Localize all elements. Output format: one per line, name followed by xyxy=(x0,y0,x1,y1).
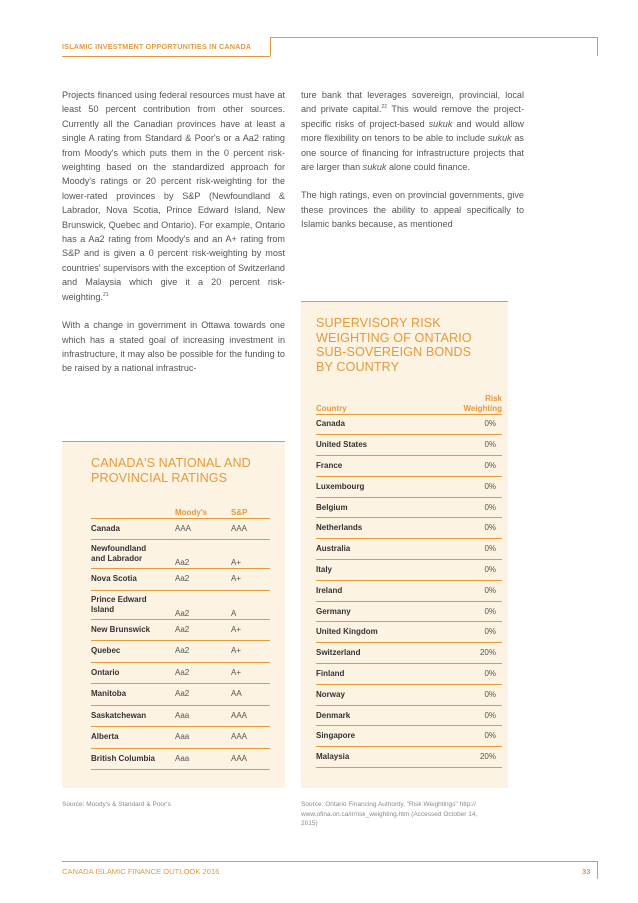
footnote-ref: 22 xyxy=(381,104,388,111)
table-row xyxy=(316,497,502,518)
country-name: Ireland xyxy=(316,580,431,601)
country-name: Netherlands xyxy=(316,518,431,539)
source-line: 2015) xyxy=(301,820,318,827)
risk-weight: 0% xyxy=(431,497,502,518)
province-name xyxy=(91,705,175,727)
province-name-line: Alberta xyxy=(91,732,119,742)
table-row xyxy=(316,476,502,497)
table-row xyxy=(316,518,502,539)
moodys-rating: Aa2 xyxy=(175,569,231,591)
risk-weight: 0% xyxy=(431,684,502,705)
table-row xyxy=(316,539,502,560)
country-name: Finland xyxy=(316,664,431,685)
table-row xyxy=(91,748,270,770)
province-name-line: Manitoba xyxy=(91,689,127,699)
title-line: CANADA'S NATIONAL AND xyxy=(91,456,251,470)
province-name xyxy=(91,590,175,619)
italic-term: sukuk xyxy=(362,162,387,173)
province-name xyxy=(91,662,175,684)
table-row xyxy=(91,619,270,641)
header-rule xyxy=(270,37,597,38)
sp-rating: A+ xyxy=(231,662,270,684)
risk-weight: 0% xyxy=(431,518,502,539)
province-name-line: British Columbia xyxy=(91,753,156,763)
province-name xyxy=(91,619,175,641)
footer-publication: CANADA ISLAMIC FINANCE OUTLOOK 2016 xyxy=(62,867,220,876)
sp-rating: A+ xyxy=(231,619,270,641)
table-row xyxy=(316,435,502,456)
title-line: SUB-SOVEREIGN BONDS xyxy=(316,345,472,359)
header-line: Risk xyxy=(485,393,502,403)
paragraph-text: as one source of financing for infrastructure projects that are larger than xyxy=(301,133,524,173)
header-rule-right xyxy=(597,37,598,56)
risk-weight: 0% xyxy=(431,435,502,456)
moodys-rating: Aa2 xyxy=(175,684,231,706)
table-row xyxy=(316,414,502,435)
risk-weight: 0% xyxy=(431,560,502,581)
risk-weight: 0% xyxy=(431,726,502,747)
country-name: Denmark xyxy=(316,705,431,726)
country-name: Belgium xyxy=(316,497,431,518)
body-column-right xyxy=(301,88,524,246)
province-name-line: Nova Scotia xyxy=(91,574,137,584)
header-country: Country xyxy=(316,392,431,414)
paragraph: The high ratings, even on provincial governments, give these provinces the ability to appeal specifically to Islamic banks because, as mentioned xyxy=(301,190,524,230)
province-name xyxy=(91,684,175,706)
paragraph-text: Projects financed using federal resources must have at least 50 percent contribution from other sources. Currently all the Canadian provinces have at least a single A rating from Standard & Poor's or a Aa2 rating from Moody's which puts them in the 0 percent risk-weighting based on the standardized approach for Moody's ratings or 20 percent risk-weighting for the lower-rated provinces by S&P (Newfoundland & Labrador, Nova Scotia, Prince Edward Island, New Brunswick, Quebec and Ontario). For example, Ontario has a Aa2 rating from Moody's and an A+ rating from S&P and is given a 0 percent risk-weighting by most countries' supervisors with the exception of Switzerland and Malaysia which give it a 20 percent risk-weighting. xyxy=(62,90,285,302)
country-name: Canada xyxy=(316,414,431,435)
table-row xyxy=(316,622,502,643)
country-name: United Kingdom xyxy=(316,622,431,643)
province-name xyxy=(91,540,175,569)
moodys-rating: Aaa xyxy=(175,748,231,770)
table-row xyxy=(91,641,270,663)
province-name-line: Saskatchewan xyxy=(91,710,147,720)
province-name-line: Quebec xyxy=(91,646,121,656)
italic-term: sukuk xyxy=(428,118,453,129)
footer-rule xyxy=(62,861,597,862)
table-row xyxy=(91,727,270,749)
header-moodys: Moody's xyxy=(175,505,231,518)
sp-rating: A+ xyxy=(231,569,270,591)
title-line: BY COUNTRY xyxy=(316,359,400,374)
table-row xyxy=(316,726,502,747)
table-row xyxy=(91,540,270,569)
province-name xyxy=(91,641,175,663)
ratings-table xyxy=(91,505,270,770)
header-sp: S&P xyxy=(231,505,270,518)
paragraph xyxy=(301,88,524,174)
footer-rule-right xyxy=(597,861,598,879)
paragraph-text: and would allow more flexibility on tenors to be able to include xyxy=(301,118,524,144)
header-line: Weighting xyxy=(463,403,502,413)
country-name: United States xyxy=(316,435,431,456)
moodys-rating: Aa2 xyxy=(175,662,231,684)
source-line: www.ofina.on.ca/ir/risk_weighting.htm (Accessed October 14, xyxy=(301,810,478,818)
table-row xyxy=(316,643,502,664)
header-risk-weighting xyxy=(431,392,502,414)
country-name: Norway xyxy=(316,684,431,705)
header-province xyxy=(91,505,175,518)
risk-weight: 0% xyxy=(431,414,502,435)
body-column-left xyxy=(62,88,285,390)
table-row xyxy=(91,705,270,727)
footnote-ref: 21 xyxy=(102,291,109,298)
province-name-line: Newfoundland xyxy=(91,544,147,553)
paragraph xyxy=(62,88,285,304)
country-name: France xyxy=(316,456,431,477)
province-name-line: Prince Edward xyxy=(91,594,147,604)
country-name: Germany xyxy=(316,601,431,622)
ratings-source: Source: Moody's & Standard & Poor's xyxy=(62,801,171,808)
header-rule-divider xyxy=(270,37,271,56)
title-line: WEIGHTING OF ONTARIO xyxy=(316,330,472,345)
table-row xyxy=(91,569,270,591)
risk-weight: 20% xyxy=(431,643,502,664)
title-line: SUPERVISORY RISK xyxy=(316,316,441,330)
country-name: Singapore xyxy=(316,726,431,747)
sp-rating: AAA xyxy=(231,705,270,727)
risk-weight: 0% xyxy=(431,601,502,622)
moodys-rating: Aaa xyxy=(175,727,231,749)
country-name: Italy xyxy=(316,560,431,581)
table-row xyxy=(316,601,502,622)
table-row xyxy=(91,590,270,619)
table-row xyxy=(316,684,502,705)
province-name-line: Canada xyxy=(91,523,120,533)
country-name: Luxembourg xyxy=(316,476,431,497)
sp-rating: A+ xyxy=(231,540,270,569)
province-name xyxy=(91,748,175,770)
table-row xyxy=(316,580,502,601)
page-number: 33 xyxy=(582,867,591,876)
risk-weight: 0% xyxy=(431,580,502,601)
moodys-rating: Aa2 xyxy=(175,540,231,569)
risk-weight: 20% xyxy=(431,747,502,768)
country-name: Switzerland xyxy=(316,643,431,664)
sp-rating: AAA xyxy=(231,518,270,540)
risk-weight: 0% xyxy=(431,622,502,643)
ratings-box xyxy=(62,441,285,788)
table-row xyxy=(91,518,270,540)
sp-rating: A+ xyxy=(231,641,270,663)
province-name-line: and Labrador xyxy=(91,554,143,563)
risk-table xyxy=(316,392,502,768)
running-header: ISLAMIC INVESTMENT OPPORTUNITIES IN CANADA xyxy=(62,42,252,51)
title-line: PROVINCIAL RATINGS xyxy=(91,470,228,485)
risk-box xyxy=(301,301,508,788)
italic-term: sukuk xyxy=(487,133,512,144)
moodys-rating: Aa2 xyxy=(175,590,231,619)
paragraph: With a change in government in Ottawa towards one which has a stated goal of increasing investment in infrastructure, it may also be possible for the funding to be raised by a national infrastruc- xyxy=(62,320,285,374)
moodys-rating: Aa2 xyxy=(175,641,231,663)
table-row xyxy=(316,560,502,581)
risk-weight: 0% xyxy=(431,476,502,497)
sp-rating: A xyxy=(231,590,270,619)
province-name-line: New Brunswick xyxy=(91,624,151,634)
province-name-line: Ontario xyxy=(91,667,120,677)
sp-rating: AAA xyxy=(231,748,270,770)
paragraph-text: alone could finance. xyxy=(386,162,470,173)
paragraph-text: ture bank that leverages sovereign, provincial, local and private capital. xyxy=(301,90,524,115)
sp-rating: AAA xyxy=(231,727,270,749)
province-name xyxy=(91,518,175,540)
sp-rating: AA xyxy=(231,684,270,706)
province-name xyxy=(91,727,175,749)
risk-weight: 0% xyxy=(431,539,502,560)
province-name xyxy=(91,569,175,591)
table-row xyxy=(91,684,270,706)
moodys-rating: Aaa xyxy=(175,705,231,727)
table-row xyxy=(316,747,502,768)
risk-source xyxy=(301,800,511,829)
risk-weight: 0% xyxy=(431,664,502,685)
table-row xyxy=(316,664,502,685)
risk-box-title xyxy=(316,316,472,374)
ratings-box-title xyxy=(91,456,251,485)
province-name-line: Island xyxy=(91,604,115,614)
table-row xyxy=(316,456,502,477)
header-underline xyxy=(62,56,270,57)
paragraph-text: This would remove the project-specific risks of project-based xyxy=(301,104,524,129)
risk-weight: 0% xyxy=(431,456,502,477)
table-row xyxy=(91,662,270,684)
table-row xyxy=(316,705,502,726)
risk-weight: 0% xyxy=(431,705,502,726)
country-name: Malaysia xyxy=(316,747,431,768)
moodys-rating: AAA xyxy=(175,518,231,540)
moodys-rating: Aa2 xyxy=(175,619,231,641)
source-line: Source: Ontario Financing Authority, "Risk Weightings" http:// xyxy=(301,801,476,808)
country-name: Australia xyxy=(316,539,431,560)
